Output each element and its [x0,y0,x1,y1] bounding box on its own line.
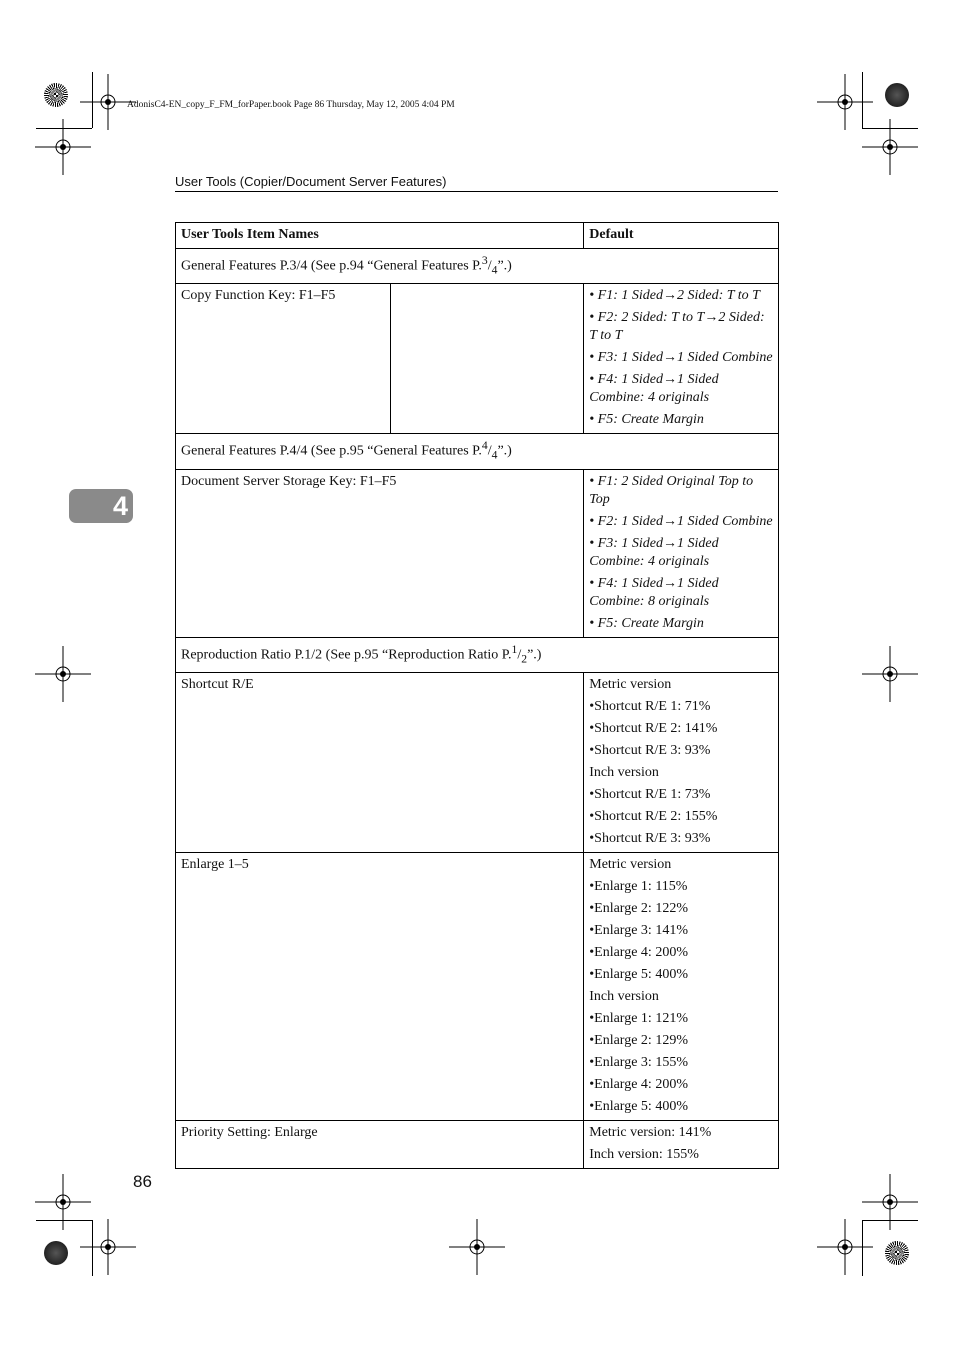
default-line: •Enlarge 3: 141% [589,923,688,939]
default-line-text: • F4: 1 Sided→1 Sided Combine: 8 originals [589,575,719,609]
crop-line [92,72,93,128]
section-title-slash: / [487,258,492,274]
registration-cross-icon [449,1219,505,1275]
default-line-text: • F1: 2 Sided Original Top to Top [589,473,754,507]
section-title-sup: 3 [481,254,488,267]
default-line-text: • F3: 1 Sided→1 Sided Combine: 4 originals [589,535,719,569]
section-title [176,249,779,284]
default-line-text: • F5: Create Margin [589,615,704,631]
section-title-tail: ”.) [497,258,512,274]
crop-line [862,1220,863,1276]
default-line: Inch version [589,989,659,1005]
registration-cross-icon [817,1219,873,1275]
registration-wheel-icon [885,1241,909,1265]
default-line [589,287,773,305]
table-header-row [176,223,779,249]
default-value [584,1121,779,1169]
default-line [589,575,773,611]
registration-wheel-icon [885,83,909,107]
table-row [176,1121,779,1169]
item-name: Enlarge 1–5 [176,853,584,1121]
default-line [589,473,773,509]
page-number: 86 [133,1172,152,1191]
user-tools-table [175,222,779,1169]
default-line: •Enlarge 2: 122% [589,901,688,917]
default-line-text: • F4: 1 Sided→1 Sided Combine: 4 originals [589,372,719,406]
default-line: •Enlarge 5: 400% [589,1099,688,1115]
crop-line [36,128,92,129]
default-line: •Shortcut R/E 3: 93% [589,831,711,847]
default-line: Inch version [589,765,659,781]
default-line: •Shortcut R/E 2: 141% [589,721,718,737]
default-line: •Shortcut R/E 1: 73% [589,787,711,803]
default-line: •Enlarge 2: 129% [589,1033,688,1049]
running-header: User Tools (Copier/Document Server Features) [175,174,778,192]
default-line: Metric version [589,677,672,693]
default-line: •Enlarge 4: 200% [589,1077,688,1093]
default-line-text: • F2: 2 Sided: T to T→2 Sided: T to T [589,310,765,344]
chapter-tab: 4 [69,489,133,523]
default-line [589,513,773,531]
default-line-text: • F1: 1 Sided→2 Sided: T to T [589,288,760,304]
column-header-default: Default [584,223,779,249]
column-header-item-names: User Tools Item Names [176,223,584,249]
registration-wheel-icon [44,83,68,107]
registration-wheel-icon [44,1241,68,1265]
default-value [584,284,779,434]
default-line: Metric version: 141% [589,1125,712,1141]
item-name: Priority Setting: Enlarge [176,1121,584,1169]
section-title [176,637,779,672]
section-title-sub: 2 [521,652,528,666]
default-value [584,853,779,1121]
section-title-slash: / [487,444,492,460]
section-title-tail: ”.) [527,647,542,663]
default-line-text: • F3: 1 Sided→1 Sided Combine [589,350,773,366]
section-title-text: Reproduction Ratio P.1/2 (See p.95 “Reproduction Ratio P. [181,647,512,663]
crop-line [862,1220,918,1221]
item-name: Shortcut R/E [176,673,584,853]
section-title-slash: / [517,647,522,663]
default-line [589,349,773,367]
section-title [176,434,779,469]
section-row [176,249,779,284]
default-line: •Enlarge 4: 200% [589,945,688,961]
item-name: Copy Function Key: F1–F5 [176,284,391,434]
empty-cell [390,284,584,434]
section-title-sup: 1 [511,642,518,656]
default-line: •Enlarge 3: 155% [589,1055,688,1071]
default-line: •Shortcut R/E 2: 155% [589,809,718,825]
registration-cross-icon [35,646,91,702]
section-row [176,434,779,469]
print-info-line: AdonisC4-EN_copy_F_FM_forPaper.book Page 86 Thursday, May 12, 2005 4:04 PM [127,100,455,110]
crop-line [36,1220,92,1221]
registration-cross-icon [80,1219,136,1275]
default-line [589,615,773,633]
section-title-tail: ”.) [497,444,512,460]
default-line [589,411,773,429]
registration-cross-icon [862,646,918,702]
section-title-text: General Features P.3/4 (See p.94 “General Features P. [181,258,482,274]
crop-line [92,1220,93,1276]
default-line: •Shortcut R/E 1: 71% [589,699,711,715]
default-line-text: • F2: 1 Sided→1 Sided Combine [589,513,773,529]
default-value [584,673,779,853]
default-line [589,309,773,345]
table-row [176,853,779,1121]
section-title-sub: 4 [491,448,498,462]
default-value [584,469,779,637]
default-line: •Enlarge 1: 121% [589,1011,688,1027]
default-line: •Enlarge 1: 115% [589,879,688,895]
table-row [176,469,779,637]
table-row [176,673,779,853]
default-line [589,535,773,571]
default-line: •Enlarge 5: 400% [589,967,688,983]
section-title-sup: 4 [481,439,488,453]
item-name: Document Server Storage Key: F1–F5 [176,469,584,637]
default-line: Metric version [589,857,672,873]
section-row [176,637,779,672]
default-line [589,371,773,407]
section-title-sub: 4 [491,263,498,277]
default-line: Inch version: 155% [589,1147,699,1163]
crop-line [862,128,918,129]
table-row [176,284,779,434]
default-line: •Shortcut R/E 3: 93% [589,743,711,759]
section-title-text: General Features P.4/4 (See p.95 “General Features P. [181,444,482,460]
default-line-text: • F5: Create Margin [589,412,704,428]
crop-line [862,72,863,128]
